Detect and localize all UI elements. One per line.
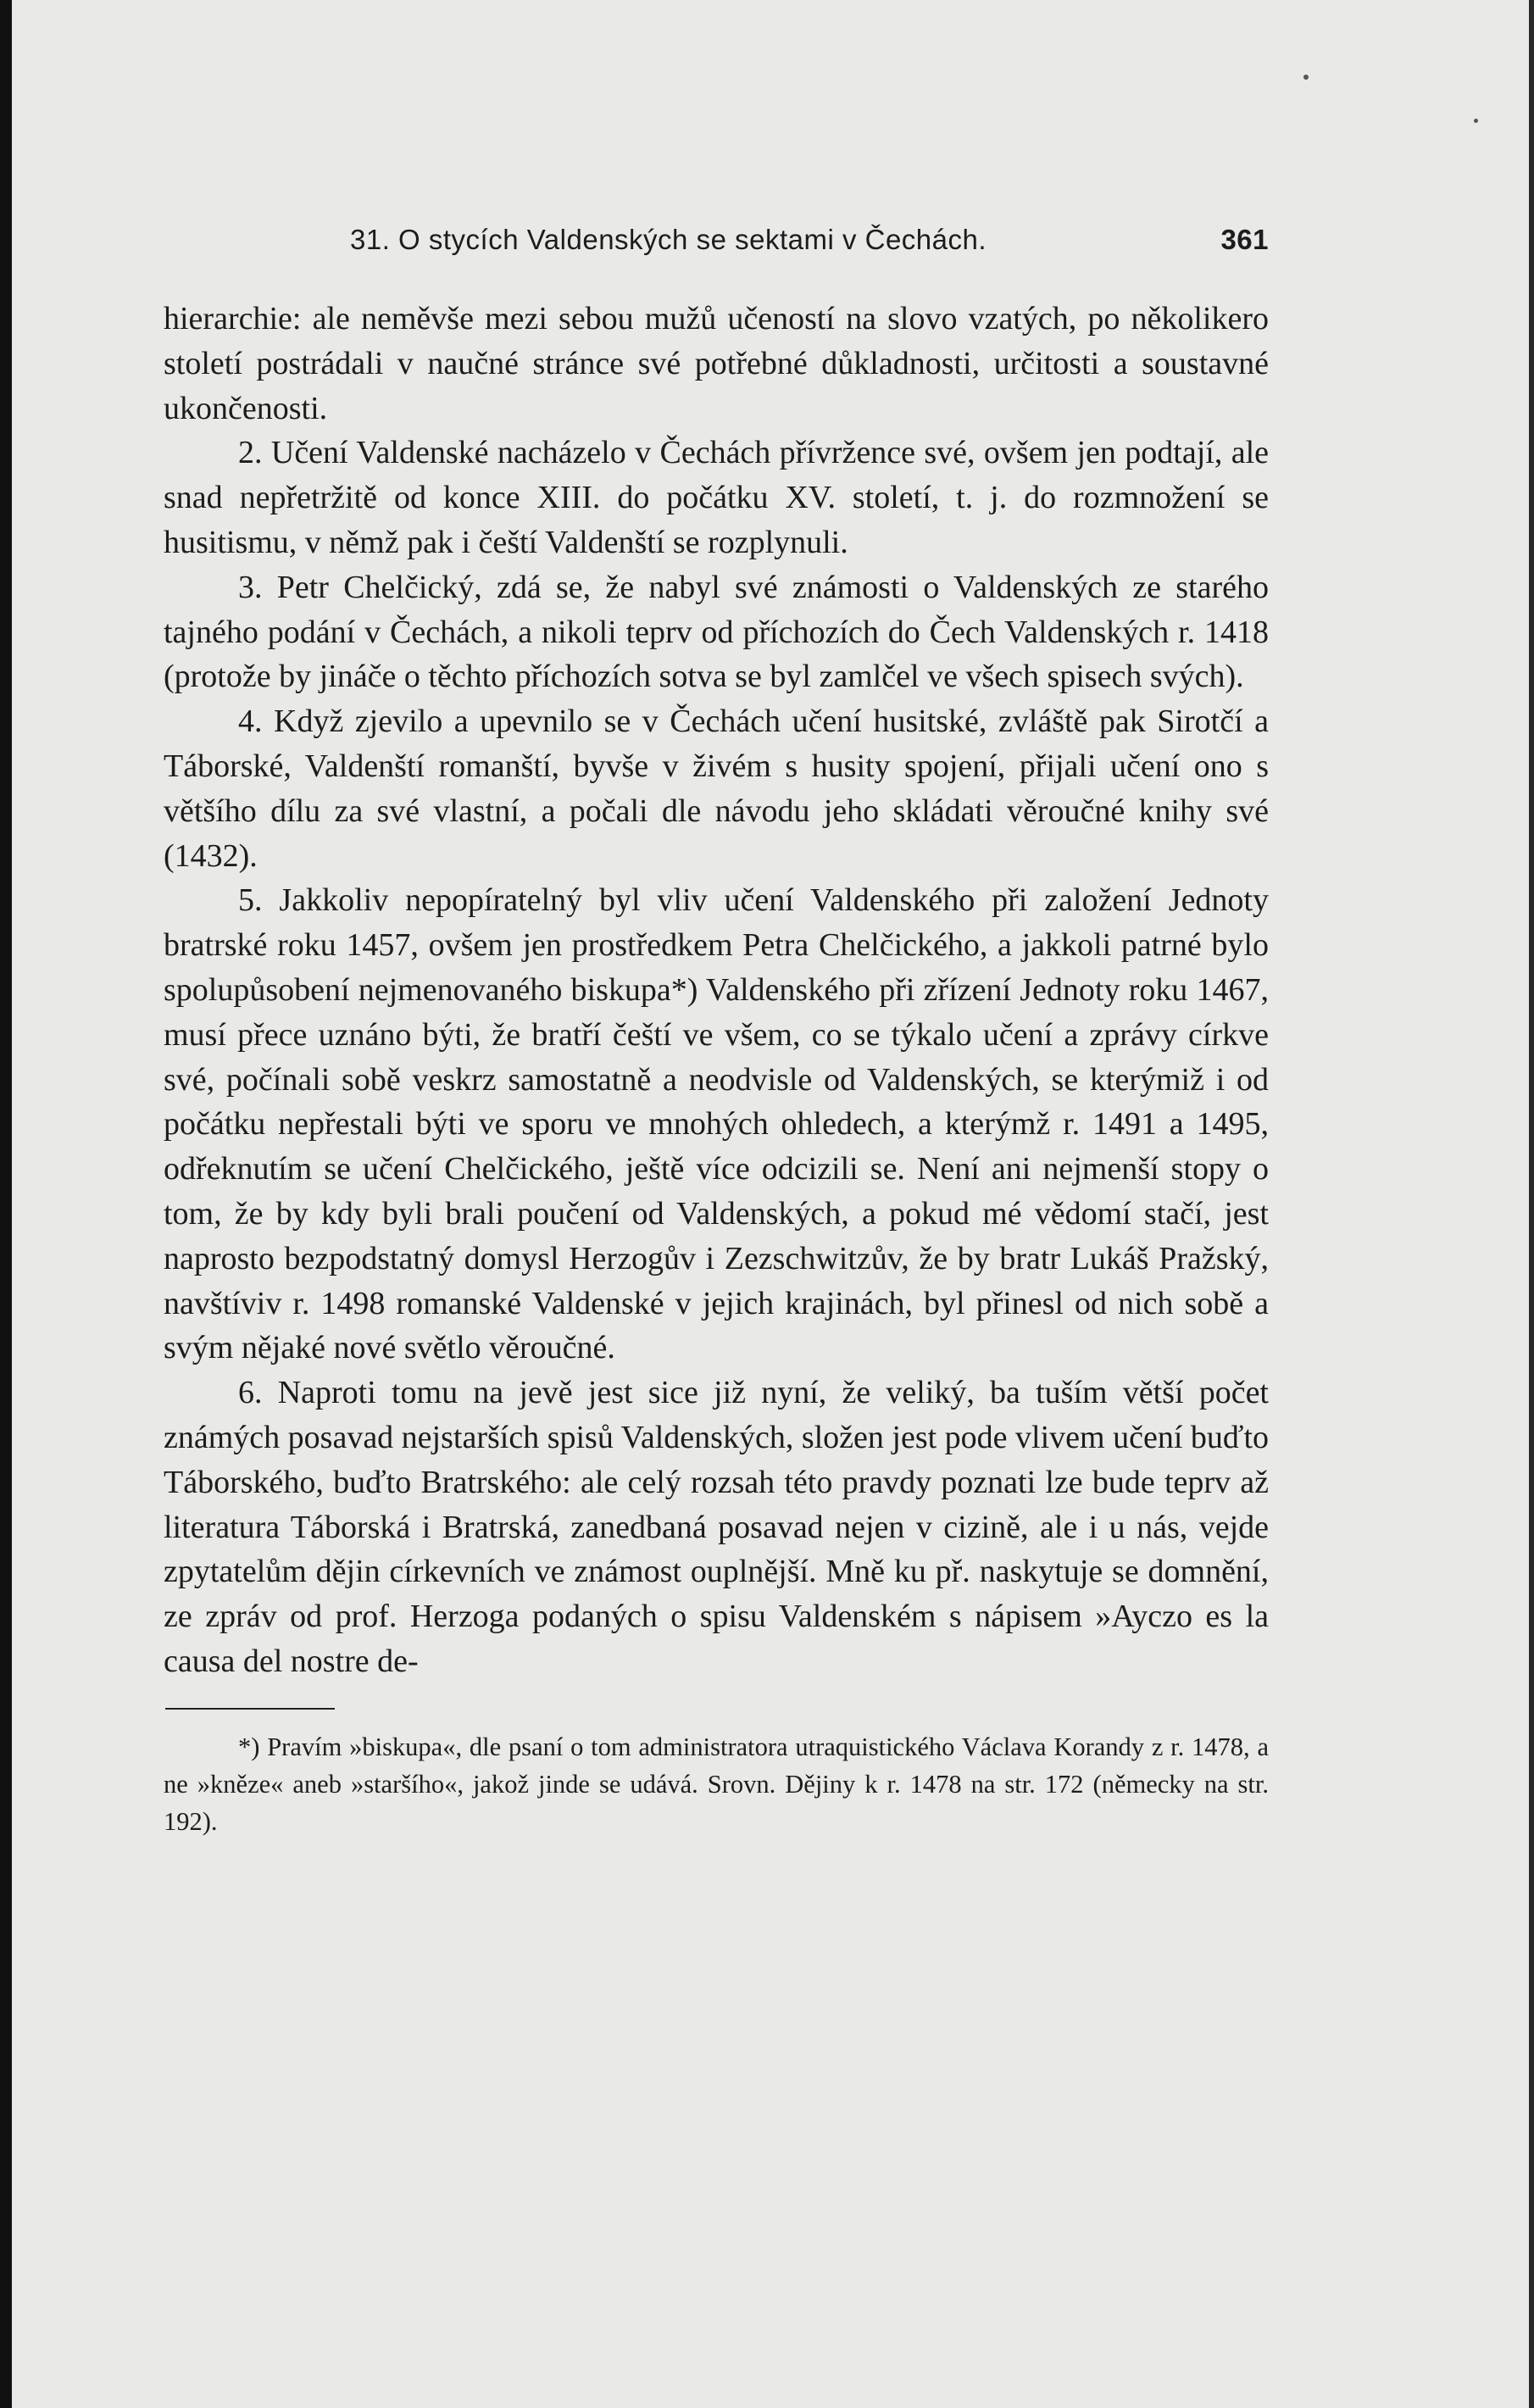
page-number: 361 [1220,224,1269,255]
paragraph-point-5: 5. Jakkoliv nepopíratelný byl vliv učení Valdenského při založení Jednoty bratrské roku 1457, ovšem jen prostředkem Petra Chelčického, a jakkoli patrné bylo spolupůsobení nejmenovaného biskupa*) Valdenského při zřízení Jednoty roku 1467, musí přece uznáno býti, že bratří čeští ve všem, co se týkalo učení a zprávy církve své, počínali sobě veskrz samostatně a neodvisle od Valdenských, se kterýmiž i od počátku nepřestali býti ve sporu ve mnohých ohledech, a kterýmž r. 1491 a 1495, odřeknutím se učení Chelčického, ještě více odcizili se. Není ani nejmenší stopy o tom, že by kdy byli brali poučení od Valdenských, a pokud mé vědomí stačí, jest naprosto bezpodstatný domysl Herzogův i Zezschwitzův, že by bratr Lukáš Pražský, navštíviv r. 1498 romanské Valdenské v jejich krajinách, byl přinesl od nich sobě a svým nějaké nové světlo věroučné. [164,882,1269,1366]
paragraph-point-2: 2. Učení Valdenské nacházelo v Čechách přívržence své, ovšem jen podtají, ale snad nepřetržitě od konce XIII. do počátku XV. století, t. j. do rozmnožení se husitismu, v němž pak i čeští Valdenští se rozplynuli. [164,435,1269,560]
footnote: *) Pravím »biskupa«, dle psaní o tom administratora utraquistického Václava Korandy z r. 1478, a ne »kněze« aneb »staršího«, jakož jinde se udává. Srovn. Dějiny k r. 1478 na str. 172 (německy na str. 192). [164,1732,1269,1836]
page-edge-right [1529,0,1534,2408]
paper-speck [1474,119,1478,123]
body-text [164,297,1269,1684]
paragraph-point-3: 3. Petr Chelčický, zdá se, že nabyl své známosti o Valdenských ze starého tajného podání v Čechách, a nikoli teprv od příchozích do Čech Valdenských r. 1418 (protože by jináče o těchto příchozích sotva se byl zamlčel ve všech spisech svých). [164,569,1269,695]
paragraph-point-6: 6. Naproti tomu na jevě jest sice již nyní, že veliký, ba tuším větší počet známých posavad nejstarších spisů Valdenských, složen jest pode vlivem učení buďto Táborského, buďto Bratrského: ale celý rozsah této pravdy poznati lze bude teprv až literatura Táborská i Bratrská, zanedbaná posavad nejen v cizině, ale i u nás, vejde zpytatelům dějin církevních ve známost ouplnější. Mně ku př. naskytuje se domnění, ze zpráv od prof. Herzoga podaných o spisu Valdenském s nápisem »Ayczo es la causa del nostre de- [164,1375,1269,1679]
paragraph-point-4: 4. Když zjevilo a upevnilo se v Čechách učení husitské, zvláště pak Sirotčí a Táborské, Valdenští romanští, byvše v živém s husity spojení, přijali učení ono s většího dílu za své vlastní, a počali dle návodu jeho skládati věroučné knihy své (1432). [164,703,1269,874]
page-edge-left [0,0,12,2408]
running-head [164,219,1269,266]
book-page [164,219,1269,1866]
paper-speck [1303,75,1309,80]
footnote-divider [165,1708,335,1710]
paragraph-continuation: hierarchie: ale neměvše mezi sebou mužů učeností na slovo vzatých, po několikero století postrádali v naučné stránce své potřebné důkladnosti, určitosti a soustavné ukončenosti. [164,301,1269,426]
running-head-title: 31. O stycích Valdenských se sektami v Čechách. [350,224,987,255]
